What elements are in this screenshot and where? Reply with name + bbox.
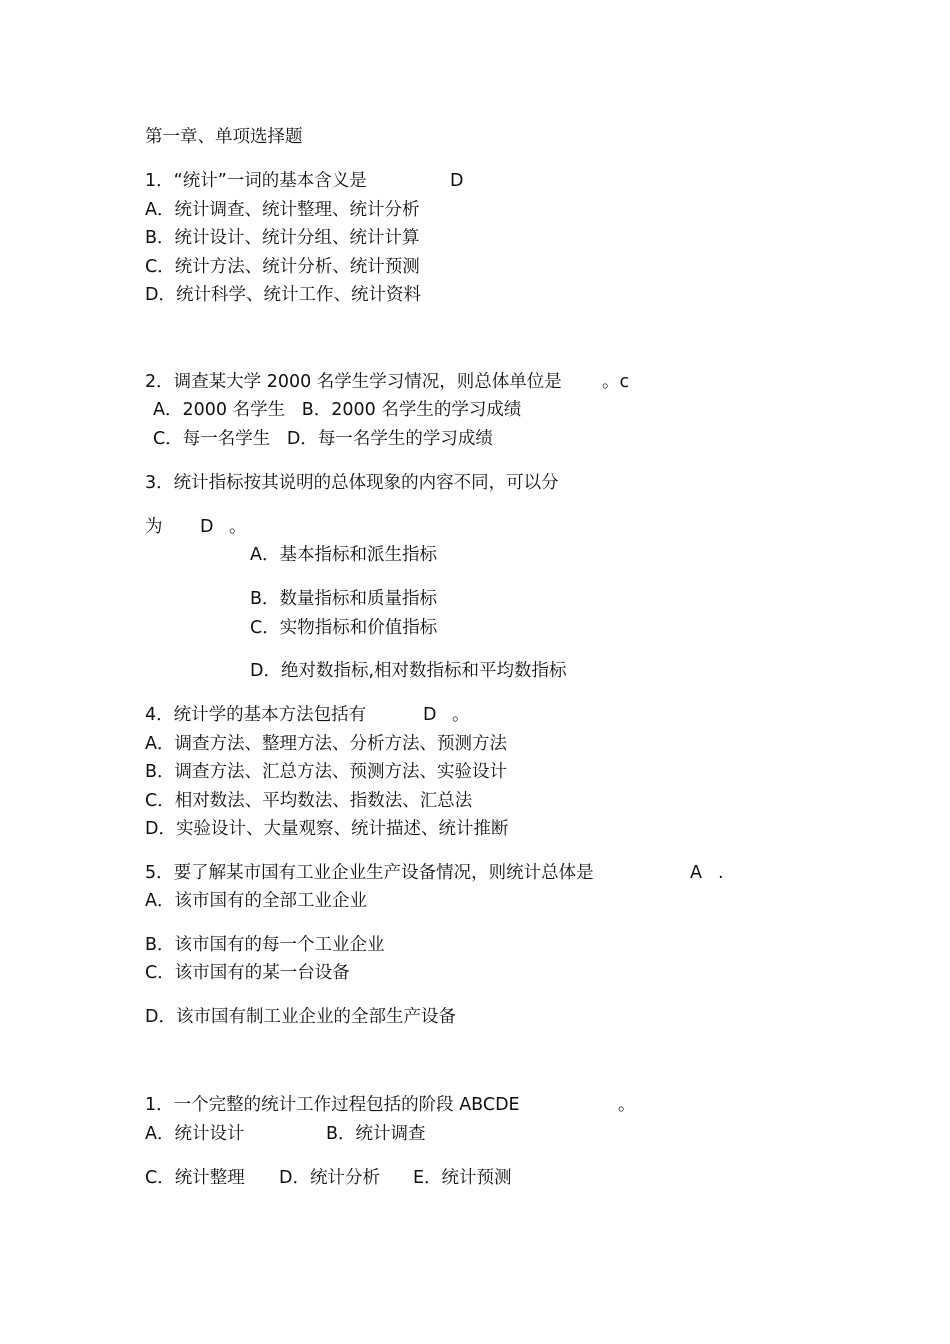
question-1-option-a: A．统计调查、统计整理、统计分析 <box>145 200 420 220</box>
question-1-option-b: B．统计设计、统计分组、统计计算 <box>145 228 420 248</box>
question-3-option-b: B．数量指标和质量指标 <box>250 589 438 609</box>
question-2-options-ab: A．2000 名学生 B．2000 名学生的学习成绩 <box>153 400 522 420</box>
question-1-option-d: D．统计科学、统计工作、统计资料 <box>145 285 421 305</box>
question-5-option-b: B．该市国有的每一个工业企业 <box>145 935 385 955</box>
question-3-answer-suffix: 。 <box>229 517 247 537</box>
question-3-answer: D <box>200 517 214 537</box>
multi-question-stem: 1．一个完整的统计工作过程包括的阶段 ABCDE <box>145 1095 520 1115</box>
question-3-option-c: C．实物指标和价值指标 <box>250 618 438 638</box>
question-2-stem: 2．调查某大学 2000 名学生学习情况，则总体单位是 <box>145 372 562 392</box>
question-4-answer-suffix: 。 <box>452 705 470 725</box>
multi-question-option-d: D．统计分析 <box>279 1168 380 1188</box>
question-1-option-c: C．统计方法、统计分析、统计预测 <box>145 257 420 277</box>
question-5-option-d: D．该市国有制工业企业的全部生产设备 <box>145 1007 456 1027</box>
question-5-option-c: C．该市国有的某一台设备 <box>145 963 350 983</box>
question-4-stem: 4．统计学的基本方法包括有 <box>145 705 367 725</box>
question-4-answer: D <box>423 705 437 725</box>
multi-question-stem-suffix: 。 <box>618 1095 636 1115</box>
question-1-answer: D <box>450 171 464 191</box>
question-3-stem: 3．统计指标按其说明的总体现象的内容不同，可以分 <box>145 473 559 493</box>
question-3-option-d: D．绝对数指标,相对数指标和平均数指标 <box>250 661 567 681</box>
question-3-option-a: A．基本指标和派生指标 <box>250 545 437 565</box>
multi-question-option-a: A．统计设计 <box>145 1124 245 1144</box>
question-4-option-d: D．实验设计、大量观察、统计描述、统计推断 <box>145 819 509 839</box>
question-2-answer: 。c <box>602 372 630 392</box>
question-5-answer: A <box>690 863 702 883</box>
question-5-stem: 5．要了解某市国有工业企业生产设备情况，则统计总体是 <box>145 863 594 883</box>
question-4-option-a: A．调查方法、整理方法、分析方法、预测方法 <box>145 734 507 754</box>
chapter-title: 第一章、单项选择题 <box>145 127 303 147</box>
multi-question-option-c: C．统计整理 <box>145 1168 245 1188</box>
question-1-stem: 1．“统计”一词的基本含义是 <box>145 171 367 191</box>
question-4-option-b: B．调查方法、汇总方法、预测方法、实验设计 <box>145 762 508 782</box>
multi-question-option-e: E．统计预测 <box>413 1168 512 1188</box>
multi-question-option-b: B．统计调查 <box>326 1124 426 1144</box>
question-5-option-a: A．该市国有的全部工业企业 <box>145 891 367 911</box>
question-5-answer-suffix: . <box>718 863 724 883</box>
question-2-options-cd: C．每一名学生 D．每一名学生的学习成绩 <box>153 429 493 449</box>
question-4-option-c: C．相对数法、平均数法、指数法、汇总法 <box>145 791 473 811</box>
question-3-stem-cont: 为 <box>145 517 163 537</box>
